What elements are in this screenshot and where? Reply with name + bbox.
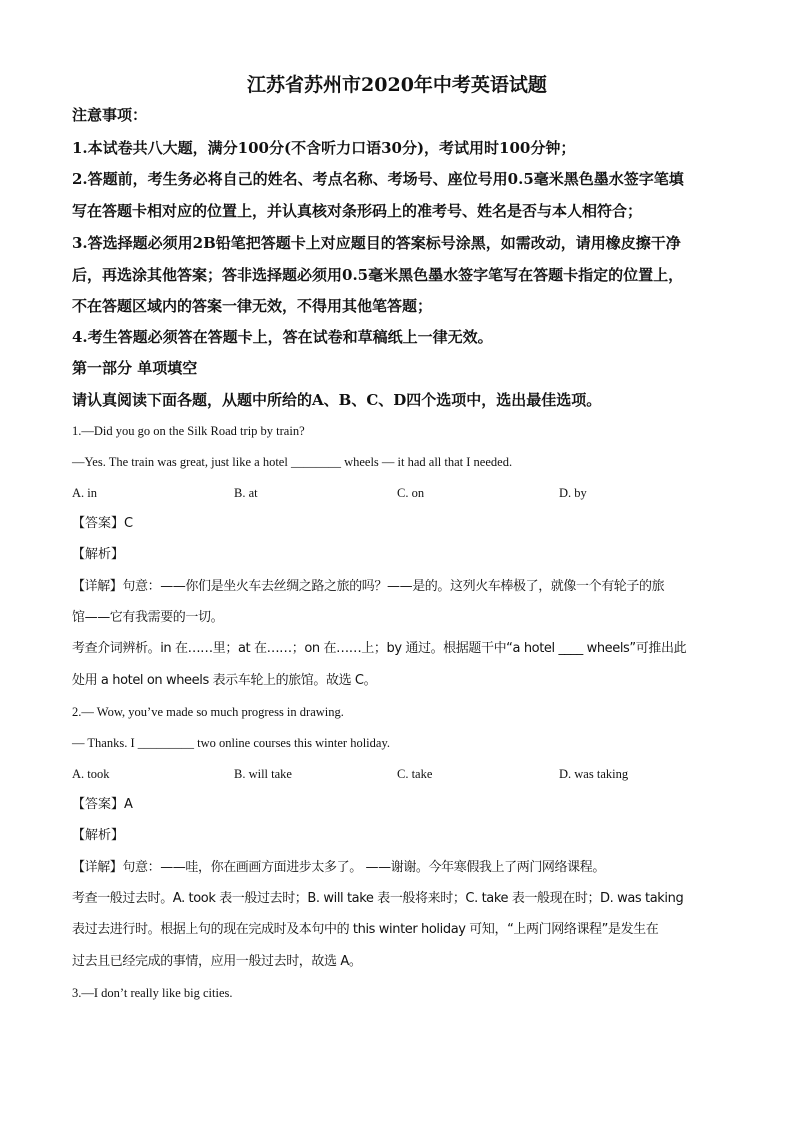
q2-explanation-line-4: 过去且已经完成的事情，应用一般过去时，故选 A。 xyxy=(72,954,362,969)
q1-prompt-line-2: —Yes. The train was great, just like a hotel ________ wheels — it had all that I needed. xyxy=(72,455,513,469)
notice-line-1: 1.本试卷共八大题，满分100分(不含听力口语30分)，考试用时100分钟； xyxy=(72,139,576,157)
notice-line-7: 4.考生答题必须答在答题卡上，答在试卷和草稿纸上一律无效。 xyxy=(72,328,493,346)
q2-option-c: C. take xyxy=(397,767,433,781)
notice-line-4: 3.答选择题必须用2B铅笔把答题卡上对应题目的答案标号涂黑，如需改动，请用橡皮擦干净 xyxy=(72,234,681,252)
notice-line-6: 不在答题区域内的答案一律无效，不得用其他笔答题； xyxy=(72,297,433,315)
notice-line-3: 写在答题卡相对应的位置上，并认真核对条形码上的准考号、姓名是否与本人相符合； xyxy=(72,202,643,220)
q1-option-d: D. by xyxy=(559,486,587,500)
q2-explanation-line-1: 【详解】句意：——哇，你在画画方面进步太多了。 ——谢谢。今年寒假我上了两门网络课程。 xyxy=(72,860,605,875)
q1-explanation-line-2: 馆——它有我需要的一切。 xyxy=(72,610,224,625)
q2-prompt-line-2: — Thanks. I _________ two online courses this winter holiday. xyxy=(72,736,391,750)
q1-option-a: A. in xyxy=(72,486,97,500)
notice-line-5: 后，再选涂其他答案；答非选择题必须用0.5毫米黑色墨水签字笔写在答题卡指定的位置上， xyxy=(72,266,684,284)
q1-analysis-label: 【解析】 xyxy=(72,547,125,562)
q2-prompt-line-1: 2.— Wow, you’ve made so much progress in drawing. xyxy=(72,705,344,719)
q1-option-b: B. at xyxy=(234,486,258,500)
part1-instruction: 请认真阅读下面各题，从题中所给的A、B、C、D四个选项中，选出最佳选项。 xyxy=(72,391,602,409)
part1-heading: 第一部分 单项填空 xyxy=(72,359,198,377)
q2-answer: 【答案】A xyxy=(72,797,133,812)
q1-explanation-line-1: 【详解】句意：——你们是坐火车去丝绸之路之旅的吗？——是的。这列火车棒极了，就像一个有轮子的旅 xyxy=(72,579,665,594)
q1-explanation-line-3: 考查介词辨析。in 在……里；at 在……；on 在……上；by 通过。根据题干中“a hotel ____ wheels”可推出此 xyxy=(72,641,687,656)
q1-answer: 【答案】C xyxy=(72,516,134,531)
q2-option-d: D. was taking xyxy=(559,767,629,781)
page-title: 江苏省苏州市2020年中考英语试题 xyxy=(247,74,547,96)
q1-option-c: C. on xyxy=(397,486,425,500)
q1-prompt-line-1: 1.—Did you go on the Silk Road trip by train? xyxy=(72,424,305,438)
q3-prompt-line-1: 3.—I don’t really like big cities. xyxy=(72,986,233,1000)
q2-explanation-line-2: 考查一般过去时。A. took 表一般过去时；B. will take 表一般将来时；C. take 表一般现在时；D. was taking xyxy=(72,891,684,906)
notice-line-2: 2.答题前，考生务必将自己的姓名、考点名称、考场号、座位号用0.5毫米黑色墨水签字笔填 xyxy=(72,170,684,188)
q2-option-b: B. will take xyxy=(234,767,292,781)
q2-option-a: A. took xyxy=(72,767,110,781)
q2-explanation-line-3: 表过去进行时。根据上句的现在完成时及本句中的 this winter holiday 可知，“上两门网络课程”是发生在 xyxy=(72,922,659,937)
notice-heading: 注意事项： xyxy=(72,106,148,124)
q1-explanation-line-4: 处用 a hotel on wheels 表示车轮上的旅馆。故选 C。 xyxy=(72,673,377,688)
q2-analysis-label: 【解析】 xyxy=(72,828,125,843)
